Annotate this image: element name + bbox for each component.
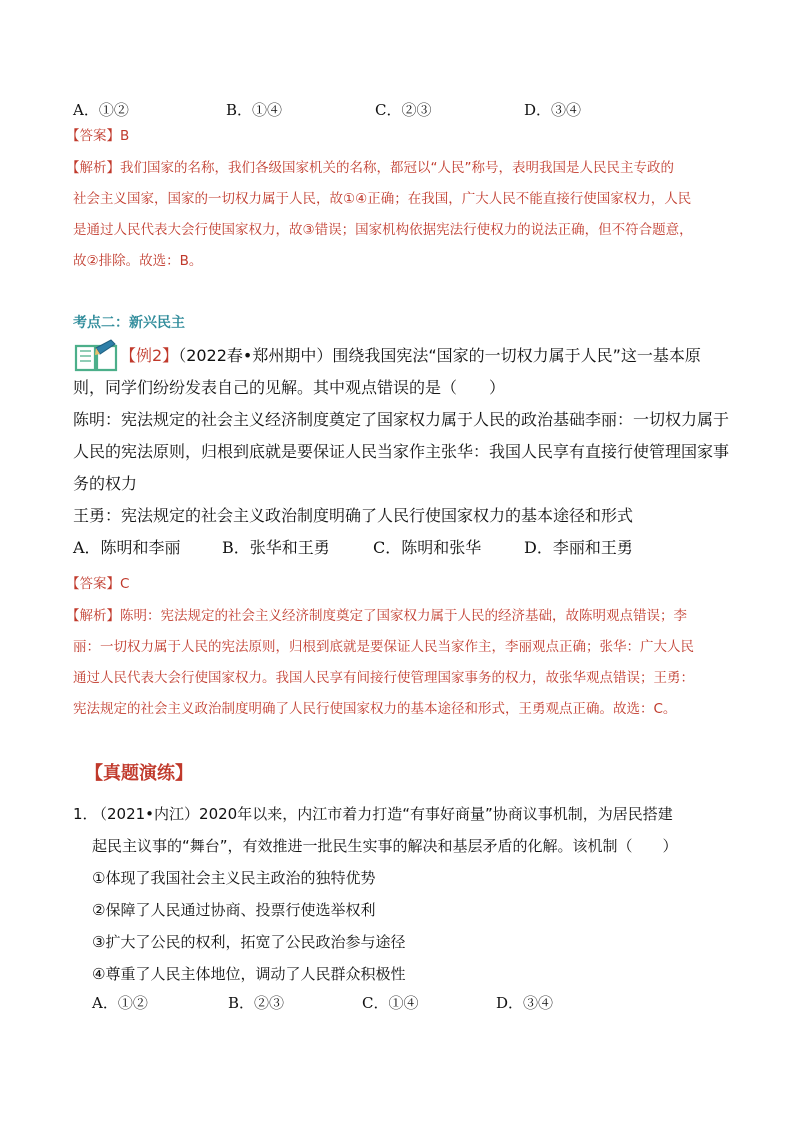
- q1-line-2: 起民主议事的“舞台”，有效推进一批民生实事的解决和基层矛盾的化解。该机制（ ）: [92, 837, 678, 855]
- example2-answer: [66, 578, 129, 592]
- q1-statement-4: ④尊重了人民主体地位，调动了人民群众积极性: [92, 965, 406, 983]
- q1-number: 1．: [73, 805, 98, 823]
- example2-analysis-line-1: [66, 610, 687, 624]
- example2-option-c: C．陈明和张华: [373, 538, 482, 557]
- example2-line-2: 则，同学们纷纷发表自己的见解。其中观点错误的是（ ）: [73, 378, 506, 397]
- example2-option-d: D．李丽和王勇: [524, 538, 633, 557]
- q1-option-c: C．①④: [362, 994, 419, 1012]
- q0-analysis-line-3: 是通过人民代表大会行使国家权力，故③错误；国家机构依据宪法行使权力的说法正确，但不符合题意，: [73, 222, 693, 238]
- answer-value: C: [120, 576, 130, 592]
- answer-tag: 【答案】: [66, 128, 120, 144]
- q1-line-1: （2021•内江）2020年以来，内江市着力打造“有事好商量”协商议事机制，为居民搭建: [92, 805, 673, 823]
- example2-line-1: [120, 348, 701, 364]
- example2-option-a: A．陈明和李丽: [73, 538, 181, 557]
- example2-line-3: 陈明：宪法规定的社会主义经济制度奠定了国家权力属于人民的政治基础李丽：一切权力属于: [73, 410, 730, 429]
- example2-analysis-line-3: 通过人民代表大会行使国家权力。我国人民享有间接行使管理国家事务的权力，故张华观点错误；王勇：: [73, 670, 694, 686]
- book-pencil-icon: [74, 338, 118, 372]
- analysis-tag: 【解析】: [66, 608, 120, 624]
- example2-analysis-line-4: 宪法规定的社会主义政治制度明确了人民行使国家权力的基本途径和形式，王勇观点正确。故选：C。: [73, 701, 677, 717]
- q0-option-b: B．①④: [226, 101, 283, 119]
- analysis-tag: 【解析】: [66, 160, 120, 176]
- q0-analysis-line-1: [66, 162, 674, 176]
- section-title: 考点二：新兴民主: [73, 315, 185, 331]
- q1-option-d: D．③④: [496, 994, 554, 1012]
- q0-answer: [66, 130, 129, 144]
- q1-statement-3: ③扩大了公民的权利，拓宽了公民政治参与途径: [92, 933, 406, 951]
- q0-analysis-line-4: 故②排除。故选：B。: [73, 253, 203, 269]
- q1-option-b: B．②③: [228, 994, 285, 1012]
- practice-heading: 【真题演练】: [85, 763, 193, 784]
- q1-option-a: A．①②: [92, 994, 148, 1012]
- example-text: （2022春•郑州期中）围绕我国宪法“国家的一切权力属于人民”这一基本原: [178, 346, 701, 365]
- example2-line-4: 人民的宪法原则，归根到底就是要保证人民当家作主张华：我国人民享有直接行使管理国家事: [73, 442, 730, 461]
- analysis-text: 我们国家的名称，我们各级国家机关的名称，都冠以“人民”称号，表明我国是人民民主专政的: [120, 160, 674, 176]
- analysis-text: 陈明：宪法规定的社会主义经济制度奠定了国家权力属于人民的经济基础，故陈明观点错误；李: [120, 608, 687, 624]
- q1-statement-2: ②保障了人民通过协商、投票行使选举权利: [92, 901, 376, 919]
- answer-value: B: [120, 128, 130, 144]
- q1-statement-1: ①体现了我国社会主义民主政治的独特优势: [92, 869, 376, 887]
- answer-tag: 【答案】: [66, 576, 120, 592]
- q0-option-d: D．③④: [524, 101, 582, 119]
- q0-analysis-line-2: 社会主义国家，国家的一切权力属于人民，故①④正确；在我国，广大人民不能直接行使国家权力，人民: [73, 191, 692, 207]
- example2-line-5: 务的权力: [73, 474, 138, 493]
- example2-option-b: B．张华和王勇: [222, 538, 330, 557]
- q0-option-a: A．①②: [73, 101, 129, 119]
- example2-analysis-line-2: 丽：一切权力属于人民的宪法原则，归根到底就是要保证人民当家作主，李丽观点正确；张华：广大人民: [73, 639, 694, 655]
- example-tag: 【例2】: [120, 346, 179, 365]
- example2-line-6: 王勇：宪法规定的社会主义政治制度明确了人民行使国家权力的基本途径和形式: [73, 506, 634, 525]
- q0-option-c: C．②③: [375, 101, 432, 119]
